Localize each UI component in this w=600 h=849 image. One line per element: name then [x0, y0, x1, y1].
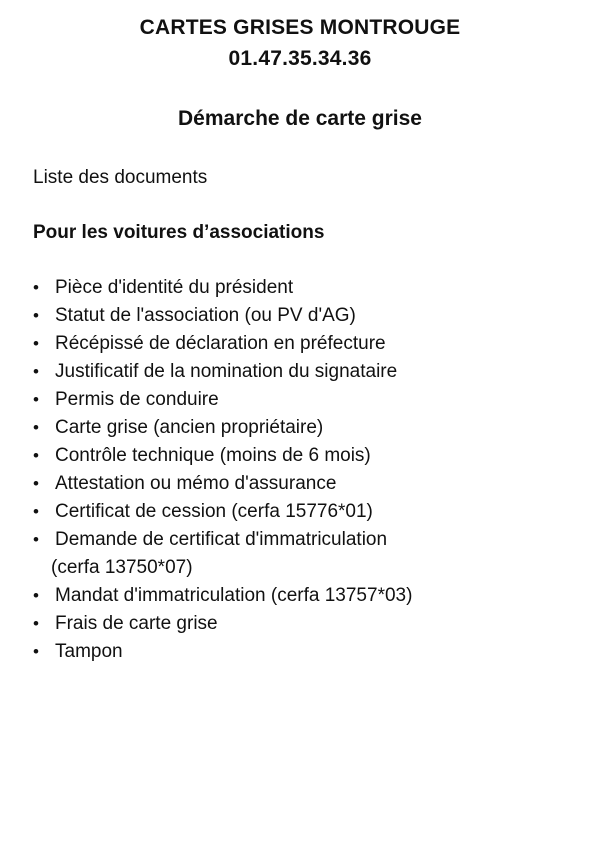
list-item — [33, 638, 573, 666]
company-name: CARTES GRISES MONTROUGE — [139, 16, 461, 39]
list-item-text: Attestation ou mémo d'assurance — [55, 473, 337, 494]
bullet-icon: • — [33, 586, 39, 605]
list-item-text: Carte grise (ancien propriétaire) — [55, 417, 324, 438]
list-item-text: Contrôle technique (moins de 6 mois) — [55, 445, 371, 466]
list-item-multiline — [51, 526, 573, 582]
bullet-icon: • — [33, 334, 39, 353]
bullet-icon: • — [33, 446, 39, 465]
list-item — [33, 274, 573, 302]
list-item-text: Permis de conduire — [55, 389, 219, 410]
list-item-text: Tampon — [55, 641, 123, 662]
list-item-text: Statut de l'association (ou PV d'AG) — [55, 305, 356, 326]
list-item — [33, 582, 573, 610]
list-item-text: Récépissé de déclaration en préfecture — [55, 333, 386, 354]
list-item-text: Mandat d'immatriculation (cerfa 13757*03) — [55, 585, 413, 606]
bullet-icon: • — [33, 390, 39, 409]
header — [0, 12, 600, 74]
section-title: Pour les voitures d’associations — [33, 222, 325, 243]
page-title: Démarche de carte grise — [178, 107, 422, 130]
list-item-text: Frais de carte grise — [55, 613, 218, 634]
list-item-continuation: (cerfa 13750*07) — [51, 557, 193, 578]
bullet-icon: • — [33, 306, 39, 325]
bullet-icon: • — [33, 502, 39, 521]
list-item-text: Certificat de cession (cerfa 15776*01) — [55, 501, 373, 522]
bullet-icon: • — [33, 278, 39, 297]
bullet-icon: • — [33, 362, 39, 381]
bullet-icon: • — [33, 530, 39, 549]
document-list — [33, 274, 573, 666]
list-item — [33, 610, 573, 638]
list-item — [33, 414, 573, 442]
list-item — [33, 442, 573, 470]
list-item-text: Justificatif de la nomination du signataire — [55, 361, 398, 382]
list-item — [33, 386, 573, 414]
list-item-text: Demande de certificat d'immatriculation — [55, 529, 388, 550]
bullet-icon: • — [33, 642, 39, 661]
list-item — [33, 526, 573, 582]
list-item — [33, 302, 573, 330]
document-list-subtitle: Liste des documents — [33, 167, 208, 188]
list-item — [33, 330, 573, 358]
phone-number: 01.47.35.34.36 — [228, 47, 372, 70]
list-item-text: Pièce d'identité du président — [55, 277, 294, 298]
bullet-icon: • — [33, 474, 39, 493]
list-item — [33, 470, 573, 498]
list-item — [33, 498, 573, 526]
list-item — [33, 358, 573, 386]
bullet-icon: • — [33, 614, 39, 633]
bullet-icon: • — [33, 418, 39, 437]
